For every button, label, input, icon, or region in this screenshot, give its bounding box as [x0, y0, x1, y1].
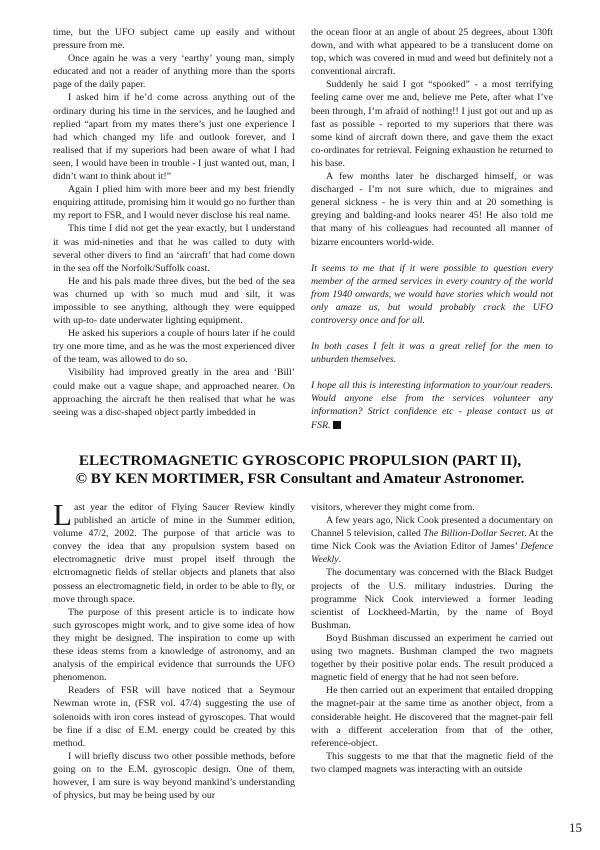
paragraph: Again I plied him with more beer and my best friendly enquiring attitude, promising him it would go no further than my report to FSR, and I would never disclose his real name.: [53, 184, 295, 222]
italic-closing-paragraph: [311, 379, 553, 431]
paragraph: This suggests to me that that the magnetic field of the two clamped magnets was interacting with an outside: [311, 750, 553, 775]
opening-text: ast year the editor of Flying Saucer Review kindly published an article of mine in the Summer edition, volume 47/2, 2002. The purpose of that article was to convey the idea that any propulsion system based on electromagnetic drive must propel itself through the elctromagnetic fields of stellar objects and planets that also possess an electromagnetic field, in order to be able to fly, or move through space.: [53, 502, 295, 605]
page-number: 15: [569, 820, 582, 835]
drop-cap: L: [53, 497, 72, 532]
paragraph: Visibility had improved greatly in the area and ‘Bill’ could make out a vague shape, and approached nearer. On approaching the aircraft he then realised that what he was seeing was a disc-shaped object partly imbedded in: [53, 367, 295, 418]
paragraph: Readers of FSR will have noticed that a Seymour Newman wrote in, (FSR vol. 47/4) suggesting the use of solenoids with iron cores instead of gyroscopes. That would be fine if a disc of E.M. energy could be created by this method.: [53, 685, 295, 749]
text: A few years ago, Nick Cook presented a documentary on Channel 5 television, called: [311, 515, 553, 540]
documentary-title: The Billion-Dollar Secret: [423, 528, 525, 540]
end-of-article-mark-icon: [333, 421, 341, 429]
paragraph: He and his pals made three dives, but the bed of the sea was churned up with so much mud and silt, it was impossible to see anything, although they were equipped with up-to- date underwater lighting equipment.: [53, 275, 295, 327]
paragraph: visitors, wherever they might come from.: [311, 502, 475, 513]
paragraph: This time I did not get the year exactly, but I understand it was mid-nineties and that he was called to duty with several other divers to find an ‘aircraft’ that had come down in the sea off the Norfolk/Suffolk coast.: [53, 223, 295, 274]
publication-title: Defence Weekly: [311, 541, 553, 566]
paragraph: [53, 497, 295, 606]
article-right-column: [311, 501, 553, 776]
paragraph: A few months later he discharged himself, or was discharged - I’m not sure which, due to migraines and general sickness - he is very thin and at 20 something is greying and balding-and looks nearer 45! He also told me that many of his colleagues had recounted all manner of bizarre encounters world-wide.: [311, 171, 553, 248]
headline-title: ELECTROMAGNETIC GYROSCOPIC PROPULSION (PART II),: [78, 452, 522, 469]
paragraph: I will briefly discuss two other possible methods, before going on to the E.M. gyroscopic design. One of them, however, I am sure is way beyond mankind’s understanding of physics, but may be being used by our: [53, 750, 295, 802]
top-story-right-column: [311, 26, 553, 432]
paragraph: Once again he was a very ‘earthy’ young man, simply educated and not a reader of anything more than the sports page of the daily paper.: [53, 53, 295, 91]
top-story-left-column: [53, 26, 295, 419]
paragraph: time, but the UFO subject came up easily and without pressure from me.: [53, 27, 295, 52]
italic-closing-paragraph: It seems to me that if it were possible to question every member of the armed services in every country of the world from 1940 onwards, we would have stories which would not only amaze us, but would probably crack the UFO controversy once and for all.: [311, 262, 553, 326]
paragraph: Suddenly he said I got “spooked” - a most terrifying feeling came over me and, believe me Pete, after what I’ve been through, I’m afraid of nothing!! I just got out and up as fast as possible - reported to my superiors that there was some kind of aircraft down there, and gave them the exact co-ordinates for retrieval. Feigning exhaustion he returned to his base.: [311, 79, 553, 169]
paragraph: Boyd Bushman discussed an experiment he carried out using two magnets. Bushman clamped the two magnets together by their positive polar ends. The result produced a magnetic field of energy that he had not seen before.: [311, 632, 553, 684]
article-left-column: [53, 497, 295, 802]
paragraph: He asked his superiors a couple of hours later if he could try one more time, and as he was the most experienced diver of the team, was allowed to do so.: [53, 328, 295, 366]
italic-closing-paragraph: In both cases I felt it was a great relief for the men to unburden themselves.: [311, 341, 553, 366]
closing-text: I hope all this is interesting information to your/our readers. Would anyone else from the services volunteer any information? Strict confidence etc - please contact us at FSR.: [311, 380, 553, 431]
text: .: [338, 554, 342, 566]
paragraph: I asked him if he’d come across anything out of the ordinary during his time in the services, and he laughed and replied “apart from my mates there’s just one experience I had which changed my life and outlook forever, and I realised that if my superiors had been aware of what I had seen, I would have been in trouble - I just wanted out, man, I didn’t want to think about it!”: [53, 92, 295, 183]
text: . At the time Nick Cook was the Aviation Editor of James’: [311, 528, 553, 553]
paragraph: [311, 514, 553, 566]
paragraph: the ocean floor at an angle of about 25 degrees, about 130ft down, and with what appeared to be a translucent dome on top, which was covered in mud and weed but definitely not a conventional aircraft.: [311, 27, 553, 78]
paragraph: The documentary was concerned with the Black Budget projects of the U.S. military industries. During the programme Nick Cook interviewed a former leading scientist of Lockheed-Martin, by the name of Boyd Bushman.: [311, 567, 553, 631]
paragraph: The purpose of this present article is to indicate how such gyroscopes might work, and to give some idea of how they might be designed. The inspiration to come up with these ideas stems from a knowledge of astronomy, and an analysis of the empirical evidence that surrounds the UFO phenomenon.: [53, 606, 295, 684]
headline-byline: © BY KEN MORTIMER, FSR Consultant and Amateur Astronomer.: [75, 470, 525, 487]
paragraph: He then carried out an experiment that entailed dropping the magnet-pair at the same time as another object, from a considerable height. He discovered that the magnet-pair fell with a different acceleration from that of the other, reference-object.: [311, 685, 553, 749]
article-headline: [30, 452, 570, 488]
